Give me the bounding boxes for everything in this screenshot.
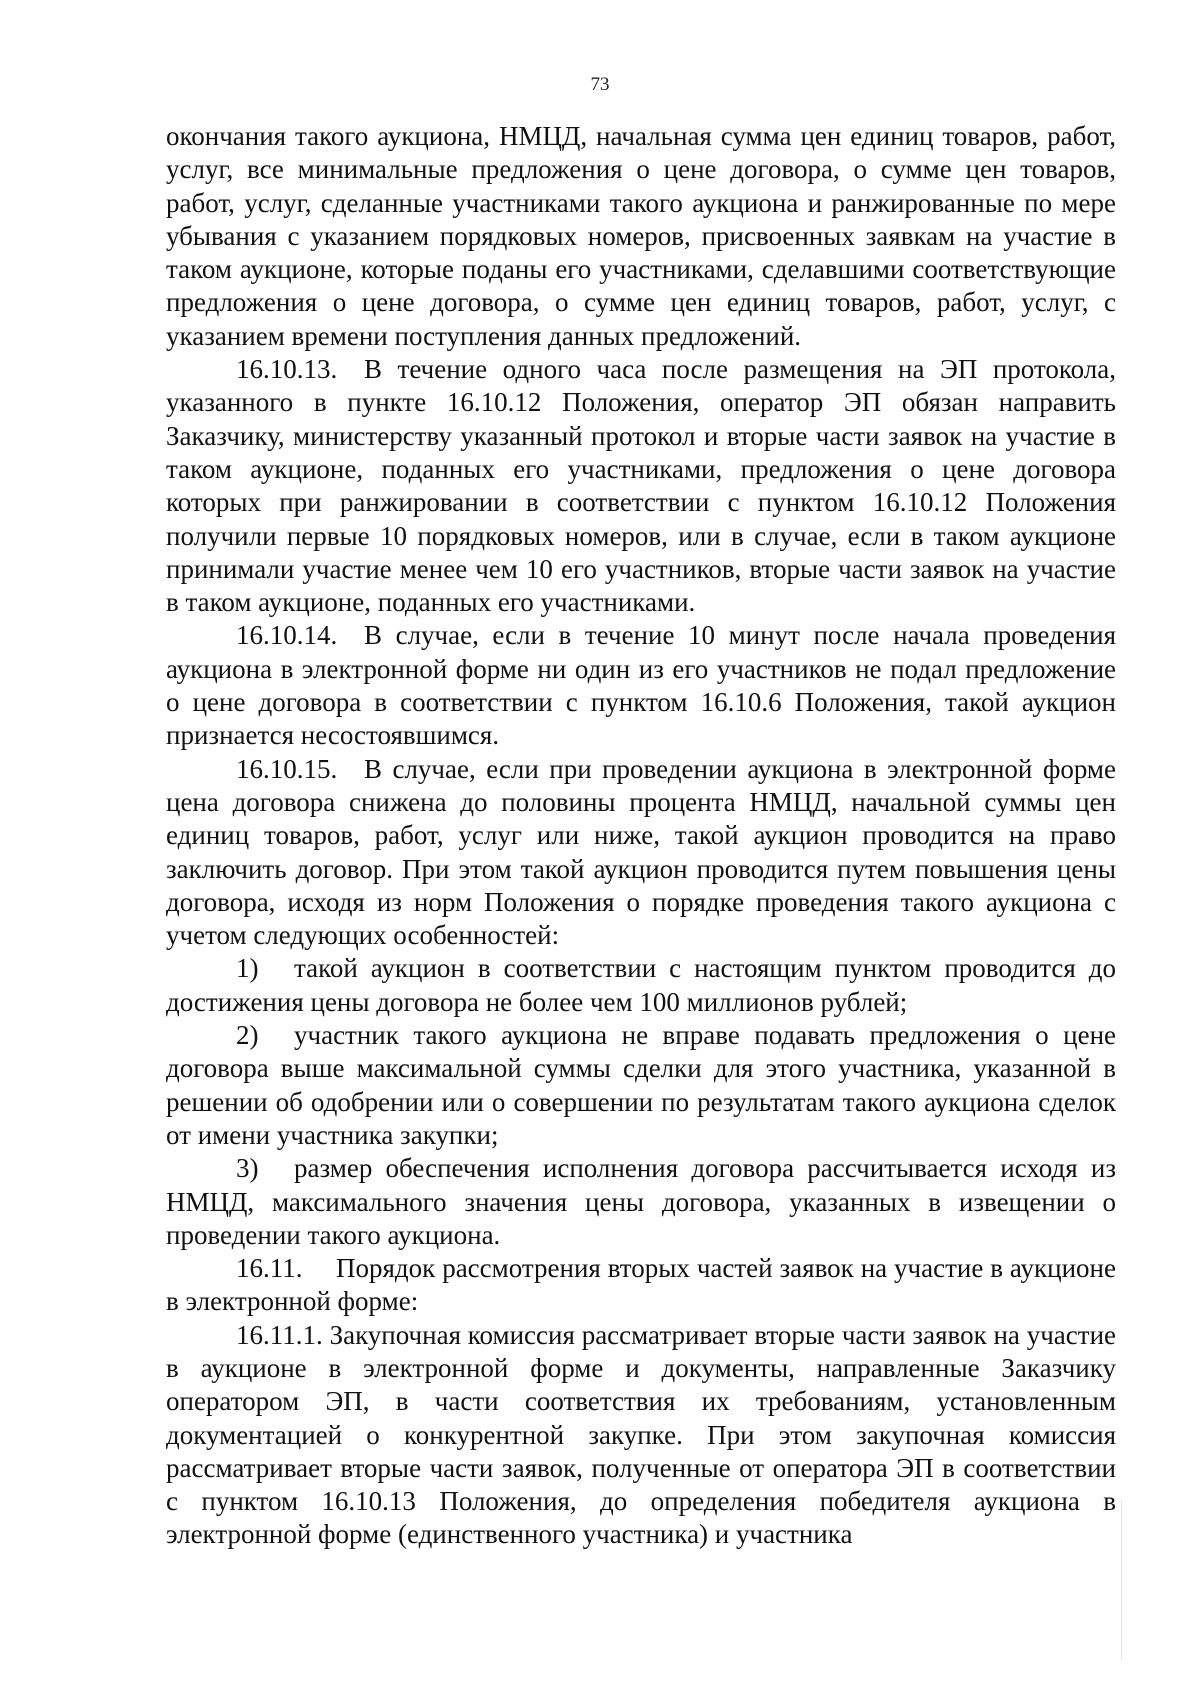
list-item-3 [166, 1152, 1116, 1252]
clause-number: 16.10.13. [236, 354, 338, 385]
clause-16-10-15 [166, 753, 1116, 953]
document-body [166, 120, 1116, 1552]
scan-edge-line [1121, 1500, 1122, 1660]
list-item-2 [166, 1019, 1116, 1152]
list-item-text: размер обеспечения исполнения договора рассчитывается исходя из НМЦД, максимального значения цены договора, указанных в извещении о проведении такого аукциона. [166, 1153, 1116, 1250]
clause-16-11 [166, 1252, 1116, 1319]
list-item-1 [166, 952, 1116, 1019]
clause-number: 16.10.14. [236, 620, 338, 651]
clause-text: В течение одного часа после размещения на ЭП протокола, указанного в пункте 16.10.12 Положения, оператор ЭП обязан направить Заказчику, министерству указанный протокол и вторые части заявок на участие в таком аукционе, поданных его участниками, предложения о цене договора которых при ранжировании в соответствии с пунктом 16.10.12 Положения получили первые 10 порядковых номеров, или в случае, если в таком аукционе принимали участие менее чем 10 его участников, вторые части заявок на участие в таком аукционе, поданных его участниками. [166, 354, 1116, 618]
list-item-number: 2) [236, 1020, 259, 1051]
clause-text: В случае, если в течение 10 минут после начала проведения аукциона в электронной форме ни один из его участников не подал предложение о цене договора в соответствии с пунктом 16.10.6 Положения, такой аукцион признается несостоявшимся. [166, 620, 1116, 751]
clause-16-10-13 [166, 353, 1116, 619]
clause-number: 16.11. [236, 1253, 303, 1284]
clause-number: 16.10.15. [236, 753, 338, 784]
clause-number: 16.11.1. [236, 1319, 323, 1350]
list-item-number: 3) [236, 1153, 259, 1184]
clause-16-10-14 [166, 619, 1116, 752]
list-item-number: 1) [236, 953, 259, 984]
list-item-text: участник такого аукциона не вправе подавать предложения о цене договора выше максимальной суммы сделки для этого участника, указанной в решении об одобрении или о совершении по результатам такого аукциона сделок от имени участника закупки; [166, 1020, 1116, 1150]
paragraph-text: окончания такого аукциона, НМЦД, начальная сумма цен единиц товаров, работ, услуг, все минимальные предложения о цене договора, о сумме цен товаров, работ, услуг, сделанные участниками такого аукциона и ранжированные по мере убывания с указанием порядковых номеров, присвоенных заявкам на участие в таком аукционе, которые поданы его участниками, сделавшими соответствующие предложения о цене договора, о сумме цен единиц товаров, работ, услуг, с указанием времени поступления данных предложений. [166, 121, 1116, 351]
paragraph-continuation [166, 120, 1116, 353]
list-item-text: такой аукцион в соответствии с настоящим пунктом проводится до достижения цены договора не более чем 100 миллионов рублей; [166, 953, 1116, 1017]
clause-text: Порядок рассмотрения вторых частей заявок на участие в аукционе в электронной форме: [166, 1253, 1116, 1317]
page-number: 73 [590, 74, 610, 95]
clause-16-11-1 [166, 1319, 1116, 1552]
clause-text: В случае, если при проведении аукциона в электронной форме цена договора снижена до половины процента НМЦД, начальной суммы цен единиц товаров, работ, услуг или ниже, такой аукцион проводится на право заключить договор. При этом такой аукцион проводится путем повышения цены договора, исходя из норм Положения о порядке проведения такого аукциона с учетом следующих особенностей: [166, 753, 1116, 951]
clause-text: Закупочная комиссия рассматривает вторые части заявок на участие в аукционе в электронной форме и документы, направленные Заказчику оператором ЭП, в части соответствия их требованиям, установленным документацией о конкурентной закупке. При этом закупочная комиссия рассматривает вторые части заявок, полученные от оператора ЭП в соответствии с пунктом 16.10.13 Положения, до определения победителя аукциона в электронной форме (единственного участника) и участника [166, 1319, 1117, 1550]
